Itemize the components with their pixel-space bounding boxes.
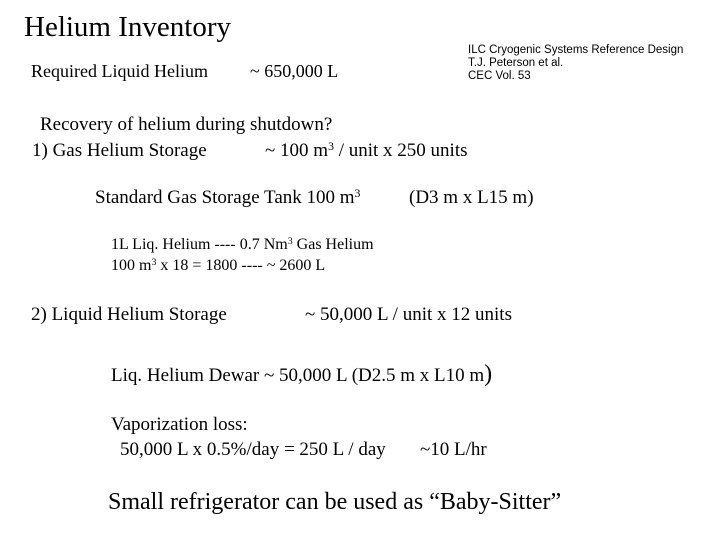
gas-storage-value: ~ 100 $m^3$ / unit x 250 units xyxy=(265,140,468,161)
reference-line-2: T.J. Peterson et al. xyxy=(468,57,564,69)
standard-tank-dimensions: (D3 m x L15 m) xyxy=(409,187,534,208)
vaporization-formula: 50,000 L x 0.5%/day = 250 L / day xyxy=(120,439,386,460)
reference-citation xyxy=(468,44,683,83)
liquid-storage-label: 2) Liquid Helium Storage xyxy=(31,304,227,325)
required-helium-value: ~ 650,000 L xyxy=(250,61,339,81)
vaporization-rate: ~10 L/hr xyxy=(420,439,487,460)
conclusion: Small refrigerator can be used as “Baby-Sitter” xyxy=(108,489,562,515)
reference-line-1: ILC Cryogenic Systems Reference Design xyxy=(468,44,684,56)
dewar-spec: Liq. Helium Dewar ~ 50,000 L (D2.5 m x L10 m) xyxy=(111,361,493,387)
reference-line-3: CEC Vol. 53 xyxy=(468,70,531,82)
standard-tank-label: Standard Gas Storage Tank 100 $m^3$ xyxy=(95,187,361,208)
conversion-line-1: 1L Liq. Helium ---- 0.7 Nm$^3$ Gas Helium xyxy=(111,236,374,253)
liquid-storage-value: ~ 50,000 L / unit x 12 units xyxy=(305,304,512,325)
required-helium-label: Required Liquid Helium xyxy=(31,61,208,81)
page-title: Helium Inventory xyxy=(24,11,231,43)
recovery-question: Recovery of helium during shutdown? xyxy=(40,114,333,135)
vaporization-label: Vaporization loss: xyxy=(111,414,248,435)
gas-storage-label: 1) Gas Helium Storage xyxy=(32,140,207,161)
conversion-line-2: 100 $m^3$ x 18 = 1800 ---- ~ 2600 L xyxy=(111,257,326,274)
